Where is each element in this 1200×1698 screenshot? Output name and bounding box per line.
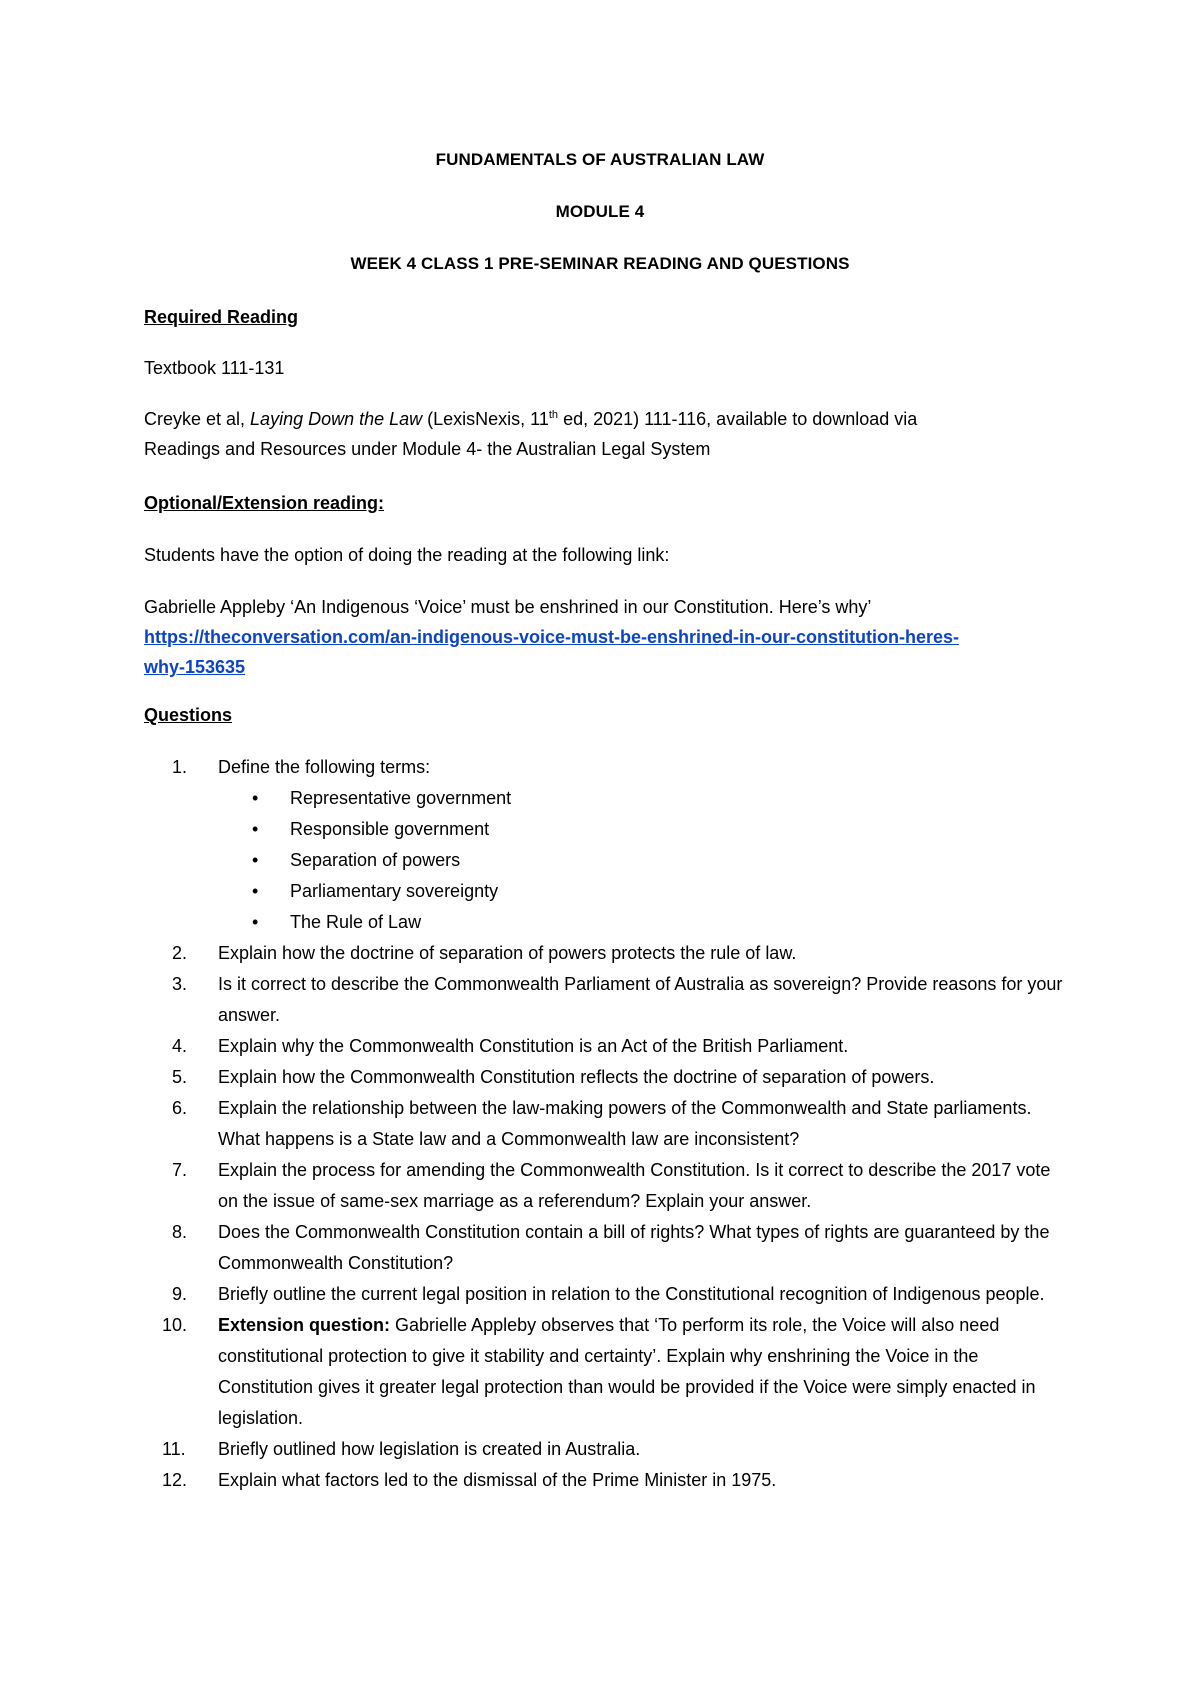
term-item: • Responsible government <box>218 814 1064 845</box>
term-item: • Separation of powers <box>218 845 1064 876</box>
question-number: 4. <box>172 1036 188 1056</box>
citation-book-title: Laying Down the Law <box>250 409 423 429</box>
question-number: 2. <box>172 943 188 963</box>
terms-list <box>218 783 1064 938</box>
question-text: Does the Commonwealth Constitution contain a bill of rights? What types of rights are guaranteed by the Commonwealth Constitution? <box>218 1222 1050 1273</box>
question-text: Explain the process for amending the Commonwealth Constitution. Is it correct to describe the 2017 vote on the issue of same-sex marriage as a referendum? Explain your answer. <box>218 1160 1051 1211</box>
term-item: • Parliamentary sovereignty <box>218 876 1064 907</box>
question-number: 1. <box>172 757 188 777</box>
question-item <box>144 752 1064 938</box>
question-number: 3. <box>172 974 188 994</box>
bullet-icon: • <box>252 819 259 839</box>
question-item <box>144 1093 1064 1155</box>
bullet-icon: • <box>252 912 259 932</box>
question-item <box>144 1465 1064 1496</box>
appleby-article <box>144 592 1084 682</box>
citation-location: Readings and Resources under Module 4- the Australian Legal System <box>144 439 711 459</box>
question-number: 7. <box>172 1160 188 1180</box>
bullet-icon: • <box>252 850 259 870</box>
question-number: 11. <box>162 1439 186 1459</box>
question-number: 10. <box>162 1315 188 1335</box>
question-text: Explain the relationship between the law-making powers of the Commonwealth and State parliaments. What happens is a State law and a Commonwealth law are inconsistent? <box>218 1098 1032 1149</box>
questions-heading: Questions <box>144 705 233 725</box>
week-subtitle: WEEK 4 CLASS 1 PRE-SEMINAR READING AND QUESTIONS <box>350 254 850 273</box>
bullet-icon: • <box>252 788 259 808</box>
optional-reading-heading: Optional/Extension reading: <box>144 493 385 513</box>
questions-list <box>144 752 1064 1496</box>
extension-label: Extension question: <box>218 1315 391 1335</box>
citation-publisher: (LexisNexis, 11 <box>422 409 549 429</box>
question-text: Explain what factors led to the dismissal of the Prime Minister in 1975. <box>218 1470 777 1490</box>
question-number: 5. <box>172 1067 188 1087</box>
article-title: Gabrielle Appleby ‘An Indigenous ‘Voice’ must be enshrined in our Constitution. Here’s why’ <box>144 597 872 617</box>
question-item <box>144 1031 1064 1062</box>
term-item: • Representative government <box>218 783 1064 814</box>
question-text: Gabrielle Appleby observes that ‘To perform its role, the Voice will also need constitutional protection to give it stability and certainty’. Explain why enshrining the Voice in the Constitution gives it greater legal protection than would be provided if the Voice were simply enacted in legislation. <box>218 1315 1036 1428</box>
textbook-reference: Textbook 111-131 <box>144 358 285 378</box>
question-text: Explain why the Commonwealth Constitution is an Act of the British Parliament. <box>218 1036 849 1056</box>
question-number: 8. <box>172 1222 188 1242</box>
question-number: 9. <box>172 1284 188 1304</box>
citation-edition-superscript: th <box>548 409 559 421</box>
question-text: Explain how the Commonwealth Constitution reflects the doctrine of separation of powers. <box>218 1067 935 1087</box>
citation-details: ed, 2021) 111-116, available to download via <box>558 409 918 429</box>
question-number: 12. <box>162 1470 188 1490</box>
question-text: Is it correct to describe the Commonwealth Parliament of Australia as sovereign? Provide reasons for your answer. <box>218 974 1063 1025</box>
question-text: Briefly outlined how legislation is created in Australia. <box>218 1439 641 1459</box>
course-title: FUNDAMENTALS OF AUSTRALIAN LAW <box>435 150 765 169</box>
question-text: Briefly outline the current legal position in relation to the Constitutional recognition of Indigenous people. <box>218 1284 1045 1304</box>
question-item <box>144 1062 1064 1093</box>
question-item <box>144 1217 1064 1279</box>
question-text: Define the following terms: <box>218 757 431 777</box>
question-item <box>144 1279 1064 1310</box>
question-item <box>144 938 1064 969</box>
bullet-icon: • <box>252 881 259 901</box>
question-item <box>144 1434 1064 1465</box>
article-link[interactable]: https://theconversation.com/an-indigenous-voice-must-be-enshrined-in-our-constitution-heres- why-153635 <box>144 627 960 677</box>
module-title: MODULE 4 <box>555 202 645 221</box>
citation-author: Creyke et al, <box>144 409 251 429</box>
optional-reading-intro: Students have the option of doing the reading at the following link: <box>144 545 670 565</box>
term-item: • The Rule of Law <box>218 907 1064 938</box>
required-reading-heading: Required Reading <box>144 307 299 327</box>
question-item <box>144 1155 1064 1217</box>
creyke-citation <box>144 404 1064 464</box>
question-text: Explain how the doctrine of separation of powers protects the rule of law. <box>218 943 797 963</box>
question-item <box>144 969 1064 1031</box>
question-item-extension <box>144 1310 1064 1434</box>
question-number: 6. <box>172 1098 188 1118</box>
